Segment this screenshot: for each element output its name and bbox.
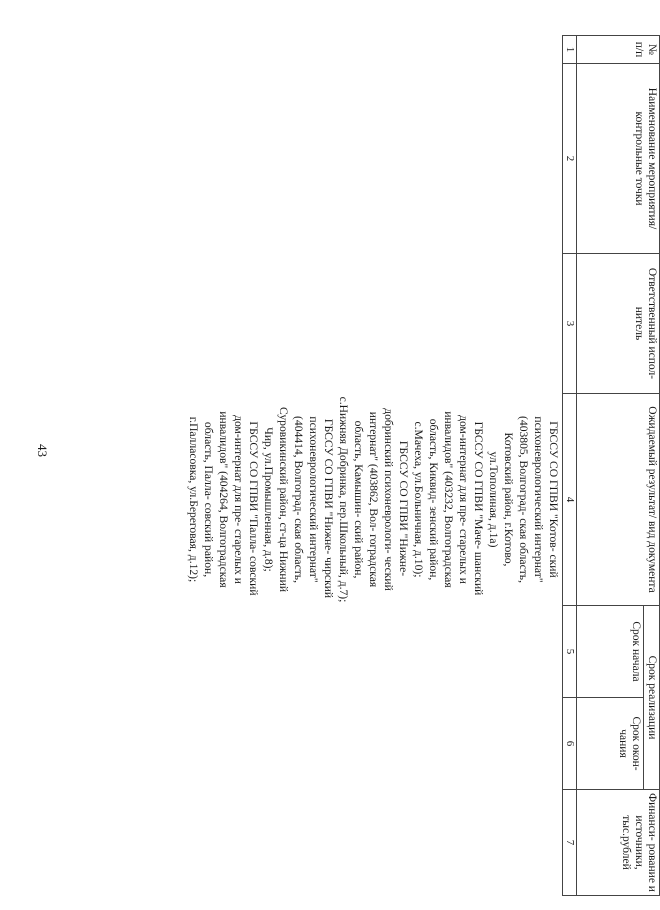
header-activity-name: Наименование мероприятия/ контрольные точки	[576, 64, 659, 254]
column-number-4: 4	[562, 394, 576, 606]
column-number-1: 1	[562, 36, 576, 64]
activities-table	[185, 35, 660, 896]
result-paragraph: ГБССУ СО ГПВИ "Нижне- добринский психоневрологи- ческий интернат" (403862, Вол- гоградская область, Камышин- ский район, с.Нижняя Добринка, пер.Школьный, д.7);	[336, 396, 410, 603]
column-number-6: 6	[562, 698, 576, 790]
header-implementation-period: Срок реализации	[643, 606, 659, 790]
header-financing: Финанси- рование и источники, тыс.рублей	[576, 790, 659, 896]
header-end-date: Срок окон- чания	[576, 698, 643, 790]
column-number-3: 3	[562, 254, 576, 394]
header-number: № п/п	[576, 36, 659, 64]
column-number-7: 7	[562, 790, 576, 896]
header-responsible: Ответственный испол- нитель	[576, 254, 659, 394]
column-number-2: 2	[562, 64, 576, 254]
result-paragraph: ГБССУ СО ГПВИ "Нижне- чирский психоневрологический интернат" (404414, Волгоград- ская область, Суровикинский район, ст-ца Нижний Чир, ул.Промышленная, д.8);	[261, 406, 335, 599]
result-paragraph: ГБССУ СО ГПВИ "Маче- шанский дом-интернат для пре- старелых и инвалидов" (403232, Волгоградская область, Киквид- зенский район, с.Мачеха, ул.Больничная, д.10);	[411, 411, 485, 596]
page-number: 43	[35, 444, 50, 457]
expected-result-cell	[185, 394, 563, 606]
header-expected-result: Ожидаемый результат/ вид документа	[576, 394, 659, 606]
header-start-date: Срок начала	[576, 606, 643, 698]
rotated-table-sheet	[80, 35, 660, 910]
result-paragraph: ГБССУ СО ГПВИ "Палла- совский дом-интернат для пре- старелых и инвалидов" (404264, Волгоградская область, Палла- совский район, г.Палласовка, ул.Береговая, д.12);	[186, 411, 260, 596]
result-paragraph: ГБССУ СО ГПВИ "Котов- ский психоневрологический интернат" (403805, Волгоград- ская область, Котовский район, г.Котово, ул.Тополиная, д.1а)	[486, 416, 560, 583]
column-number-5: 5	[562, 606, 576, 698]
